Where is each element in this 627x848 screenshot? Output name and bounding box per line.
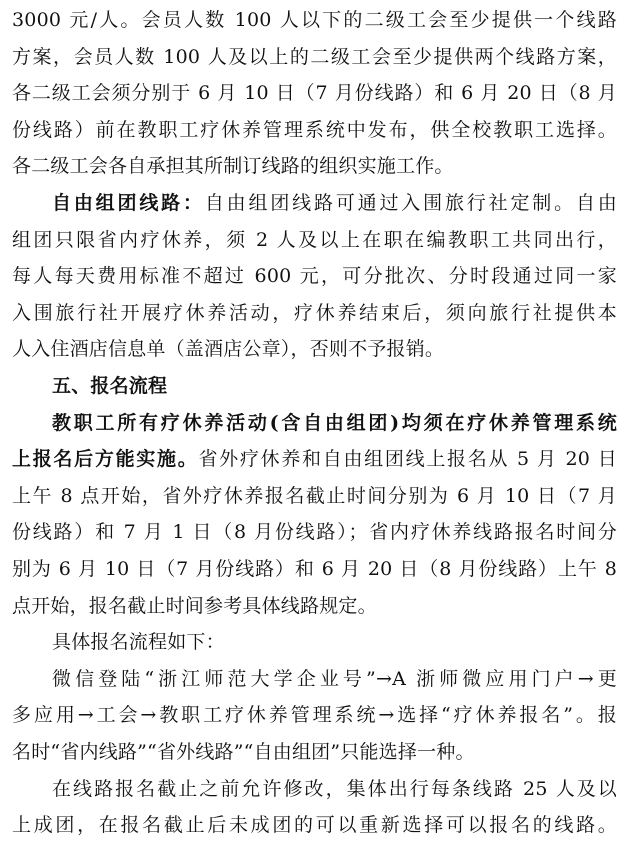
line-text: 教职工所有疗休养活动(含自由组团)均须在疗休养管理系统 <box>52 411 617 434</box>
line-text: 组团只限省内疗休养，须 2 人及以上在职在编教职工共同出行， <box>12 228 617 251</box>
bold-lead-text: 自由组团线路： <box>52 192 205 214</box>
paragraph-line <box>12 734 617 771</box>
line-text: 多应用→工会→教职工疗休养管理系统→选择“疗休养报名”。报 <box>12 704 617 727</box>
paragraph-line <box>12 2 617 39</box>
line-text: 每人每天费用标准不超过 600 元，可分批次、分时段通过同一家 <box>12 265 617 288</box>
paragraph-line <box>52 771 617 808</box>
paragraph-line <box>12 331 617 368</box>
paragraph-line <box>12 807 617 844</box>
line-text: 点开始，报名截止时间参考具体线路规定。 <box>12 594 377 617</box>
heading-text: 五、报名流程 <box>52 375 168 397</box>
paragraph-line <box>52 624 617 661</box>
paragraph-line <box>12 588 617 625</box>
paragraph-line <box>52 185 617 222</box>
line-text: 上成团，在报名截止后未成团的可以重新选择可以报名的线路。 <box>12 814 617 837</box>
line-text: 别为 6 月 10 日（7 月份线路）和 6 月 20 日（8 月份线路）上午 8 <box>12 558 617 580</box>
paragraph-line <box>52 661 617 698</box>
paragraph-line <box>12 75 617 112</box>
line-text: 各二级工会各自承担其所制订线路的组织实施工作。 <box>12 155 454 178</box>
line-text: 具体报名流程如下： <box>52 631 225 654</box>
bold-lead-text: 上报名后方能实施。 <box>12 448 199 471</box>
paragraph-line <box>12 551 617 588</box>
paragraph-line <box>12 258 617 295</box>
line-text: 上午 8 点开始，省外疗休养报名截止时间分别为 6 月 10 日（7 月 <box>12 484 617 507</box>
line-text: 微信登陆“浙江师范大学企业号”→A 浙师微应用门户→更 <box>52 667 617 690</box>
line-text: 名时“省内线路”“省外线路”“自由组团”只能选择一种。 <box>12 741 475 763</box>
line-text: 自由组团线路可通过入围旅行社定制。自由 <box>204 192 617 214</box>
paragraph-line <box>12 295 617 332</box>
paragraph-line <box>12 697 617 734</box>
paragraph-line <box>52 405 617 442</box>
line-text: 入围旅行社开展疗休养活动，疗休养结束后，须向旅行社提供本 <box>12 301 617 324</box>
line-text: 份线路）和 7 月 1 日（8 月份线路）；省内疗休养线路报名时间分 <box>12 521 617 544</box>
paragraph-line <box>12 478 617 515</box>
line-text: 省外疗休养和自由组团线上报名从 5 月 20 日 <box>198 448 617 471</box>
line-text: 人入住酒店信息单（盖酒店公章），否则不予报销。 <box>12 338 445 361</box>
paragraph-line <box>12 148 617 185</box>
line-text: 份线路）前在教职工疗休养管理系统中发布，供全校教职工选择。 <box>12 118 617 141</box>
section-heading <box>52 368 617 405</box>
paragraph-line <box>12 514 617 551</box>
line-text: 各二级工会须分别于 6 月 10 日（7 月份线路）和 6 月 20 日（8 月 <box>12 82 617 105</box>
line-text: 3000 元/人。会员人数 100 人以下的二级工会至少提供一个线路 <box>12 9 617 31</box>
line-text: 方案，会员人数 100 人及以上的二级工会至少提供两个线路方案， <box>12 45 617 68</box>
paragraph-line <box>12 112 617 149</box>
paragraph-line <box>12 441 617 478</box>
paragraph-line <box>12 222 617 259</box>
paragraph-line <box>12 39 617 76</box>
line-text: 在线路报名截止之前允许修改，集体出行每条线路 25 人及以 <box>52 777 617 800</box>
